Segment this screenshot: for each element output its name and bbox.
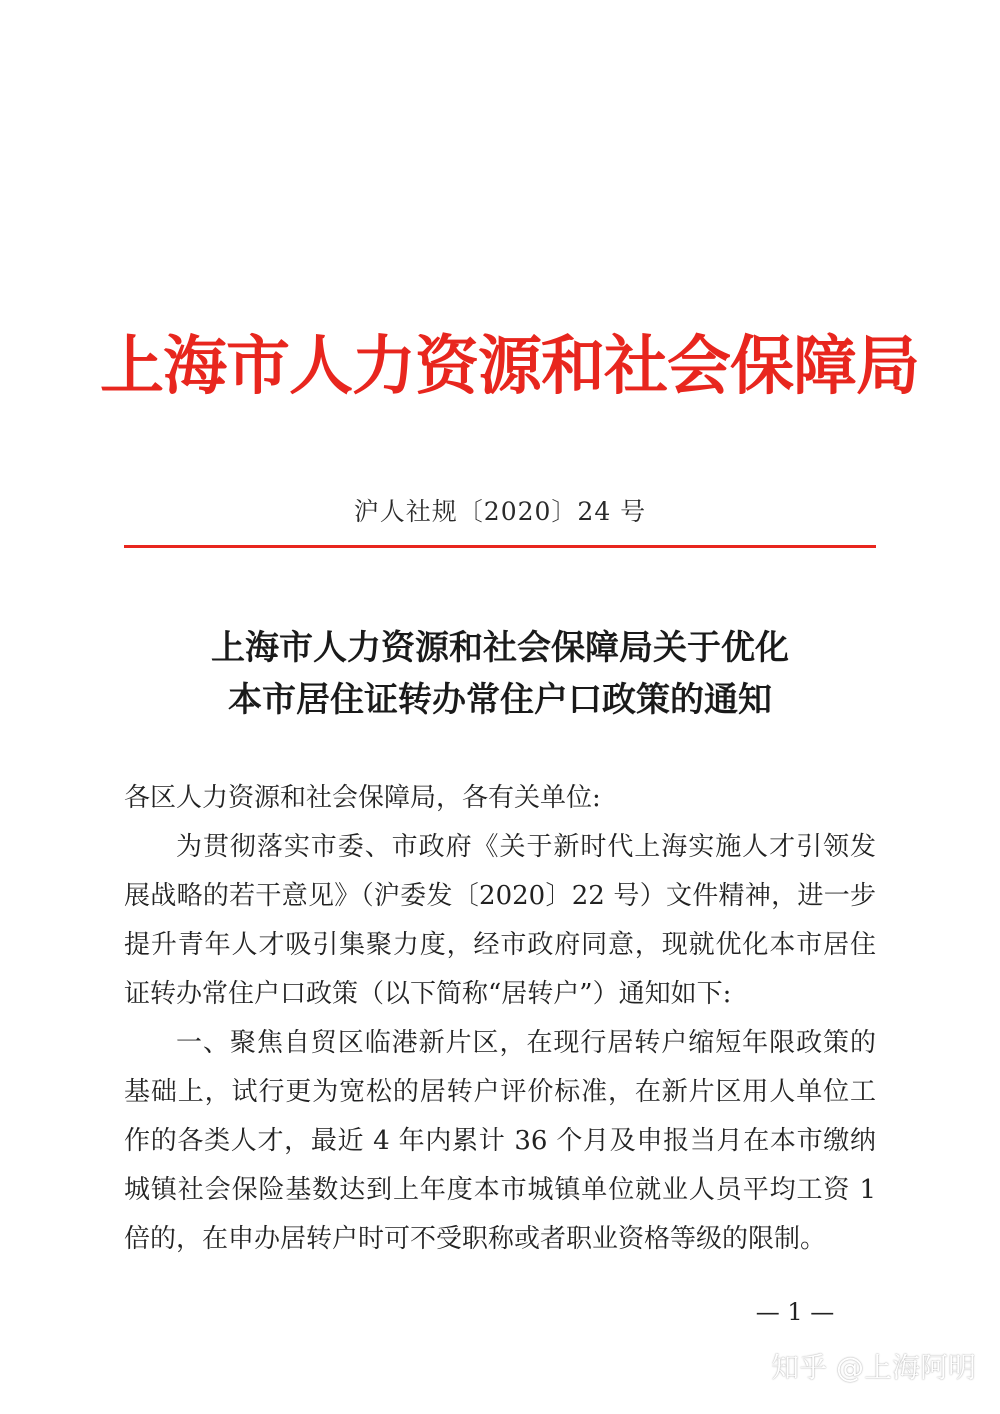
body-paragraph-2: 一、聚焦自贸区临港新片区，在现行居转户缩短年限政策的基础上，试行更为宽松的居转户评价标准，在新片区用人单位工作的各类人才，最近 4 年内累计 36 个月及申报当月在本市缴纳城镇社会保险基数达到上年度本市城镇单位就业人员平均工资 1 倍的，在申办居转户时可不受职称或者职业资格等级的限制。 bbox=[124, 1028, 876, 1254]
page-number: — 1 — bbox=[755, 1298, 835, 1326]
body-paragraph-1: 为贯彻落实市委、市政府《关于新时代上海实施人才引领发展战略的若干意见》（沪委发〔2020〕22 号）文件精神，进一步提升青年人才吸引集聚力度，经市政府同意，现就优化本市居住证转办常住户口政策（以下简称“居转户”）通知如下: bbox=[124, 832, 876, 1009]
agency-header: 上海市人力资源和社会保障局 bbox=[100, 329, 919, 404]
document-title-line-1: 上海市人力资源和社会保障局关于优化 bbox=[211, 628, 789, 668]
salutation: 各区人力资源和社会保障局，各有关单位: bbox=[124, 783, 601, 813]
document-title-line-2: 本市居住证转办常住户口政策的通知 bbox=[228, 680, 772, 720]
watermark: 知乎 @上海阿明 bbox=[771, 1351, 976, 1384]
document-body bbox=[124, 774, 876, 1264]
document-title bbox=[100, 622, 900, 726]
red-divider-rule bbox=[124, 545, 876, 548]
document-number: 沪人社规〔2020〕24 号 bbox=[353, 497, 647, 526]
